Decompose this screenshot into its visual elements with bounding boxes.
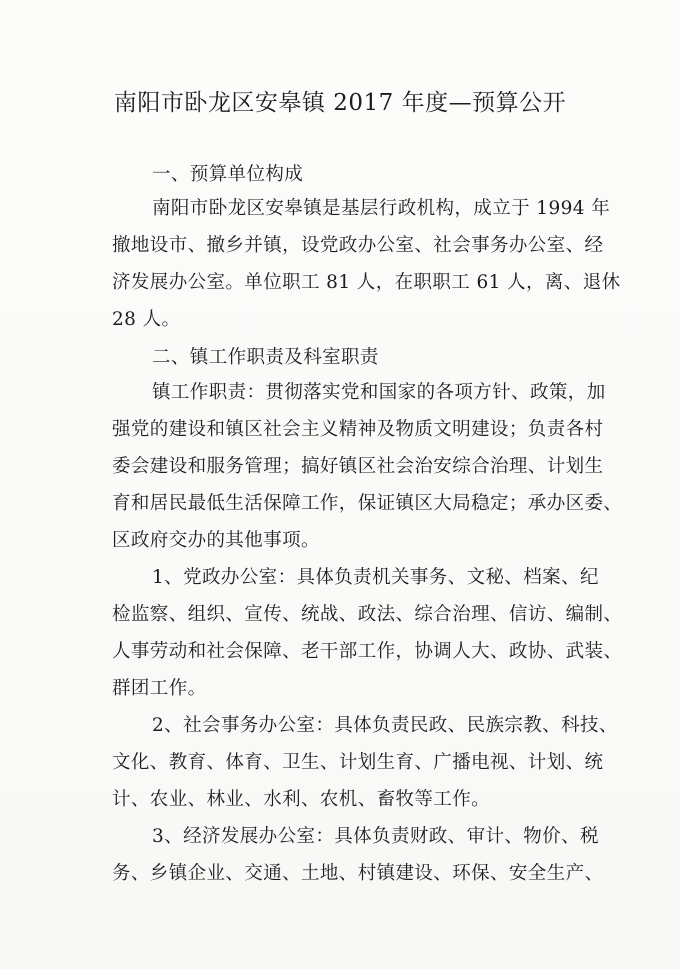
paragraph-line: 镇工作职责：贯彻落实党和国家的各项方针、政策，加 — [152, 382, 606, 403]
paragraph-line: 计、农业、林业、水利、农机、畜牧等工作。 — [112, 789, 491, 810]
paragraph-line: 群团工作。 — [112, 678, 207, 699]
paragraph-line: 区政府交办的其他事项。 — [112, 530, 320, 551]
paragraph-line: 南阳市卧龙区安皋镇是基层行政机构，成立于 1994 年 — [152, 198, 611, 219]
paragraph-line: 检监察、组织、宣传、统战、政法、综合治理、信访、编制、 — [112, 604, 623, 625]
paragraph-line: 3、经济发展办公室：具体负责财政、审计、物价、税 — [152, 826, 599, 847]
paragraph-line: 强党的建设和镇区社会主义精神及物质文明建设；负责各村 — [112, 419, 604, 440]
paragraph-line: 育和居民最低生活保障工作，保证镇区大局稳定；承办区委、 — [112, 493, 623, 514]
paragraph-line: 务、乡镇企业、交通、土地、村镇建设、环保、安全生产、 — [112, 863, 604, 884]
document-title: 南阳市卧龙区安皋镇 2017 年度—预算公开 — [113, 90, 567, 116]
section1-heading: 一、预算单位构成 — [152, 164, 304, 185]
paragraph-line: 文化、教育、体育、卫生、计划生育、广播电视、计划、统 — [112, 752, 604, 773]
paragraph-line: 撤地设市、撤乡并镇，设党政办公室、社会事务办公室、经 — [112, 235, 604, 256]
paragraph-line: 2、社会事务办公室：具体负责民政、民族宗教、科技、 — [152, 715, 618, 736]
paragraph-line: 1、党政办公室：具体负责机关事务、文秘、档案、纪 — [152, 567, 599, 588]
paragraph-line: 人事劳动和社会保障、老干部工作，协调人大、政协、武装、 — [112, 641, 623, 662]
paragraph-line: 济发展办公室。单位职工 81 人，在职职工 61 人，离、退休 — [112, 272, 621, 293]
section2-heading: 二、镇工作职责及科室职责 — [152, 347, 379, 368]
paragraph-line: 28 人。 — [112, 309, 181, 330]
paragraph-line: 委会建设和服务管理；搞好镇区社会治安综合治理、计划生 — [112, 456, 604, 477]
